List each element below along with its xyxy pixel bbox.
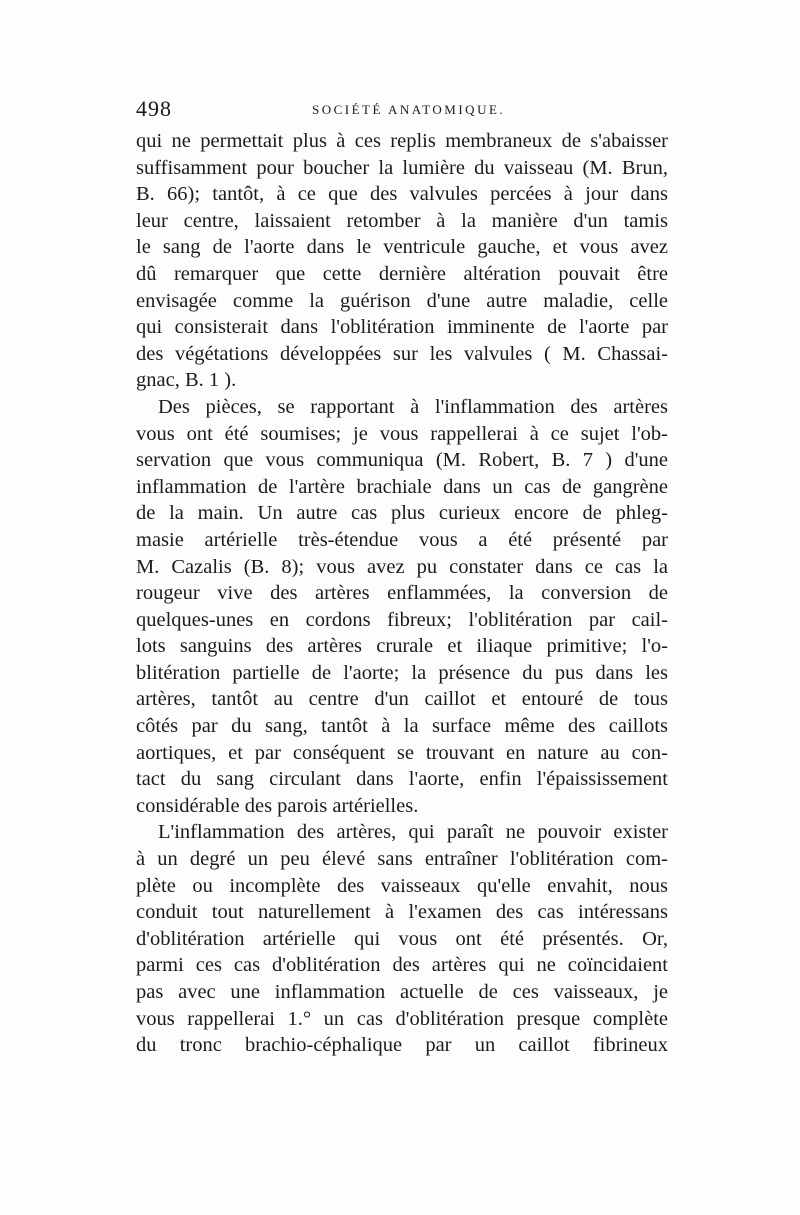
text-line: servation que vous communiqua (M. Robert, B. 7 ) d'une: [136, 449, 668, 472]
text-line: d'oblitération artérielle qui vous ont été présentés. Or,: [136, 927, 668, 950]
body-text: [136, 128, 668, 1059]
text-line: côtés par du sang, tantôt à la surface même des caillots: [136, 715, 668, 738]
text-line: gnac, B. 1 ).: [136, 369, 237, 392]
text-line: des végétations développées sur les valvules ( M. Chassai-: [136, 342, 668, 365]
text-line: vous ont été soumises; je vous rappellerai à ce sujet l'ob-: [136, 422, 668, 445]
text-line: parmi ces cas d'oblitération des artères qui ne coïncidaient: [136, 954, 668, 977]
text-line: pas avec une inflammation actuelle de ces vaisseaux, je: [136, 981, 668, 1003]
paragraph-first-line: Des pièces, se rapportant à l'inflammation des artères: [158, 395, 668, 418]
text-line: du tronc brachio-céphalique par un caillot fibrineux: [136, 1034, 668, 1057]
text-line: de la main. Un autre cas plus curieux encore de phleg-: [136, 502, 668, 525]
text-line: tact du sang circulant dans l'aorte, enfin l'épaississement: [136, 768, 668, 791]
text-line: conduit tout naturellement à l'examen des cas intéressans: [136, 901, 668, 924]
text-line: considérable des parois artérielles.: [136, 794, 419, 817]
text-line: envisagée comme la guérison d'une autre maladie, celle: [136, 289, 668, 312]
text-line: le sang de l'aorte dans le ventricule gauche, et vous avez: [136, 236, 668, 259]
text-line: suffisamment pour boucher la lumière du vaisseau (M. Brun,: [136, 156, 668, 179]
paragraph-first-line: L'inflammation des artères, qui paraît ne pouvoir exister: [158, 821, 668, 844]
text-line: dû remarquer que cette dernière altération pouvait être: [136, 262, 668, 285]
text-line: artères, tantôt au centre d'un caillot et entouré de tous: [136, 688, 668, 711]
text-line: blitération partielle de l'aorte; la présence du pus dans les: [136, 661, 668, 684]
page-header: [136, 96, 668, 126]
text-line: qui consisterait dans l'oblitération imminente de l'aorte par: [136, 316, 668, 339]
running-title: SOCIÉTÉ ANATOMIQUE.: [312, 102, 506, 117]
page-number: 498: [136, 96, 172, 121]
text-line: B. 66); tantôt, à ce que des valvules percées à jour dans: [136, 183, 668, 206]
text-line: plète ou incomplète des vaisseaux qu'elle envahit, nous: [136, 874, 668, 897]
text-line: M. Cazalis (B. 8); vous avez pu constater dans ce cas la: [136, 555, 668, 578]
text-line: inflammation de l'artère brachiale dans un cas de gangrène: [136, 475, 668, 498]
text-line: aortiques, et par conséquent se trouvant en nature au con-: [136, 741, 668, 764]
text-line: quelques-unes en cordons fibreux; l'oblitération par cail-: [136, 608, 668, 631]
text-line: qui ne permettait plus à ces replis membraneux de s'abaisser: [136, 130, 668, 152]
text-line: vous rappellerai 1.° un cas d'oblitération presque complète: [136, 1007, 668, 1030]
text-line: à un degré un peu élevé sans entraîner l'oblitération com-: [136, 848, 668, 871]
text-line: masie artérielle très-étendue vous a été présenté par: [136, 528, 668, 551]
text-line: rougeur vive des artères enflammées, la conversion de: [136, 582, 668, 605]
text-line: leur centre, laissaient retomber à la manière d'un tamis: [136, 209, 668, 232]
text-line: lots sanguins des artères crurale et iliaque primitive; l'o-: [136, 635, 668, 658]
